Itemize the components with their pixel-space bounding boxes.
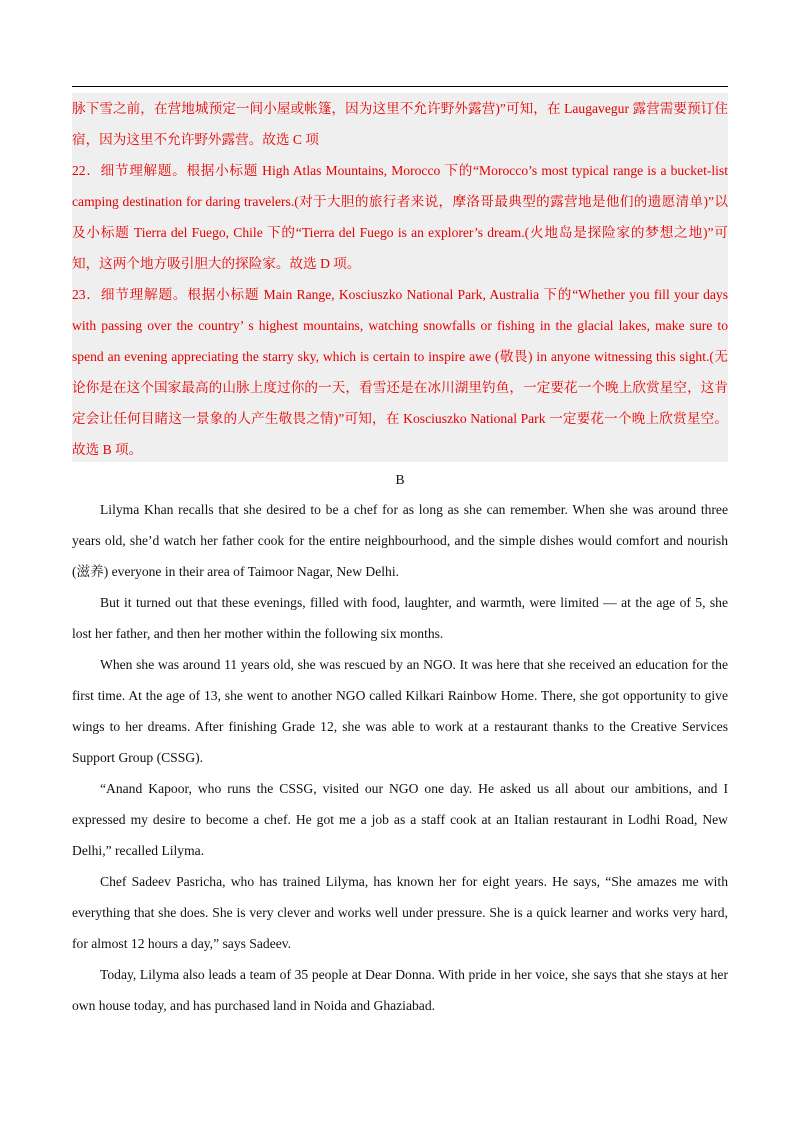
passage-paragraph-6: Today, Lilyma also leads a team of 35 people at Dear Donna. With pride in her voice, she says that she stays at her own house today, and has purchased land in Noida and Ghaziabad. xyxy=(72,967,728,1013)
answer-22-explanation: 22．细节理解题。根据小标题 High Atlas Mountains, Morocco 下的“Morocco’s most typical range is a bucket-list camping destination for daring travelers.(对于大胆的旅行者来说，摩洛哥最典型的露营地是他们的遗愿清单)”以及小标题 Tierra del Fuego, Chile 下的“Tierra del Fuego is an explorer’s dream.(火地岛是探险家的梦想之地)”可知，这两个地方吸引胆大的探险家。故选 D 项。 xyxy=(72,163,728,271)
passage-paragraph-2: But it turned out that these evenings, filled with food, laughter, and warmth, were limited — at the age of 5, she lost her father, and then her mother within the following six months. xyxy=(72,595,728,641)
passage-paragraph-5: Chef Sadeev Pasricha, who has trained Lilyma, has known her for eight years. He says, “She amazes me with everything that she does. She is very clever and works well under pressure. She is a quick learner and works very hard, for almost 12 hours a day,” says Sadeev. xyxy=(72,874,728,951)
reading-passage xyxy=(72,494,728,1021)
passage-paragraph-4: “Anand Kapoor, who runs the CSSG, visited our NGO one day. He asked us all about our ambitions, and I expressed my desire to become a chef. He got me a job as a staff cook at an Italian restaurant in Lodhi Road, New Delhi,” recalled Lilyma. xyxy=(72,781,728,858)
header-rule xyxy=(72,86,728,87)
section-heading: B xyxy=(395,472,405,487)
passage-paragraph-1: Lilyma Khan recalls that she desired to be a chef for as long as she can remember. When she was around three years old, she’d watch her father cook for the entire neighbourhood, and the simple dishes would comfort and nourish (滋养) everyone in their area of Taimoor Nagar, New Delhi. xyxy=(72,502,728,579)
answer-explanations xyxy=(72,93,728,462)
answer-23-explanation: 23．细节理解题。根据小标题 Main Range, Kosciuszko National Park, Australia 下的“Whether you fill your days with passing over the country’ s highest mountains, watching snowfalls or fishing in the glacial lakes, make sure to spend an evening appreciating the starry sky, which is certain to inspire awe (敬畏) in anyone witnessing this sight.(无论你是在这个国家最高的山脉上度过你的一天，看雪还是在冰川湖里钓鱼，一定要花一个晚上欣赏星空，这肯定会让任何目睹这一景象的人产生敬畏之情)”可知，在 Kosciuszko National Park 一定要花一个晚上欣赏星空。故选 B 项。 xyxy=(72,287,728,457)
passage-paragraph-3: When she was around 11 years old, she was rescued by an NGO. It was here that she received an education for the first time. At the age of 13, she went to another NGO called Kilkari Rainbow Home. There, she got opportunity to give wings to her dreams. After finishing Grade 12, she was able to work at a restaurant thanks to the Creative Services Support Group (CSSG). xyxy=(72,657,728,765)
answer-21-continuation: 脉下雪之前，在营地城预定一间小屋或帐篷，因为这里不允许野外露营)”可知，在 Laugavegur 露营需要预订住宿，因为这里不允许野外露营。故选 C 项 xyxy=(72,101,728,147)
